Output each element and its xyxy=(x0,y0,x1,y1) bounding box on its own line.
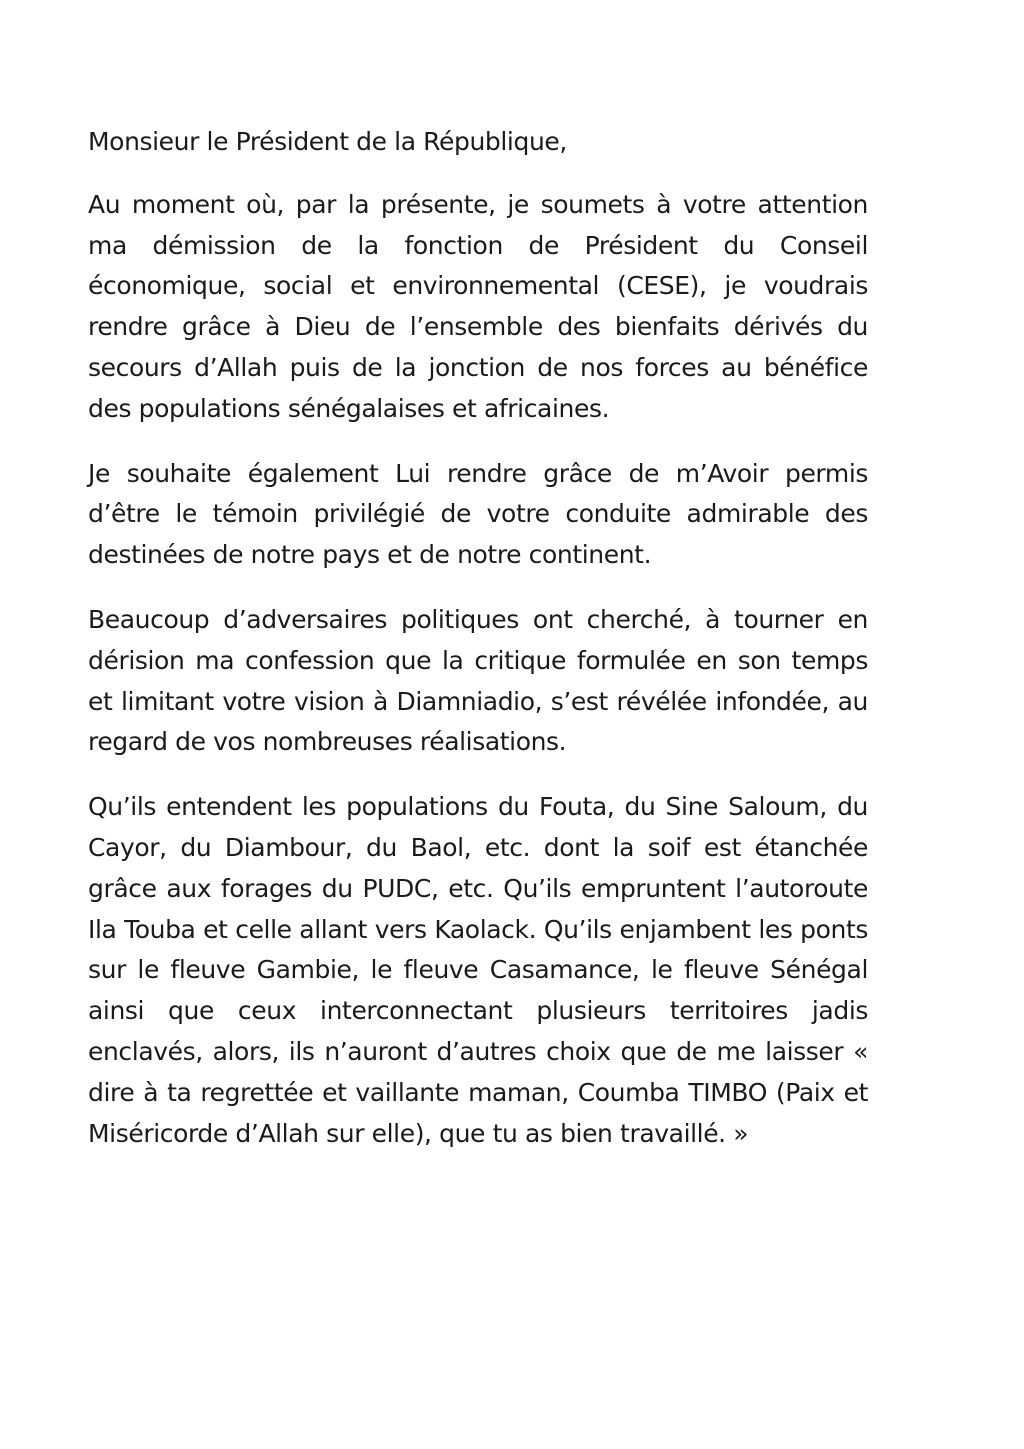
letter-body xyxy=(88,122,868,1154)
paragraph-gratitude: Je souhaite également Lui rendre grâce de m’Avoir permis d’être le témoin privilégié de votre conduite admirable des destinées de notre pays et de notre continent. xyxy=(88,458,868,570)
paragraph-resignation: Au moment où, par la présente, je soumets à votre attention ma démission de la fonction de Président du Conseil économique, social et environnemental (CESE), je voudrais rendre grâce à Dieu de l’ensemble des bienfaits dérivés du secours d’Allah puis de la jonction de nos forces au bénéfice des populations sénégalaises et africaines. xyxy=(88,189,868,423)
salutation: Monsieur le Président de la République, xyxy=(88,127,567,156)
paragraph-achievements: Qu’ils entendent les populations du Fouta, du Sine Saloum, du Cayor, du Diambour, du Baol, etc. dont la soif est étanchée grâce aux forages du PUDC, etc. Qu’ils empruntent l’autoroute Ila Touba et celle allant vers Kaolack. Qu’ils enjambent les ponts sur le fleuve Gambie, le fleuve Casamance, le fleuve Sénégal ainsi que ceux interconnectant plusieurs territoires jadis enclavés, alors, ils n’auront d’autres choix que de me laisser « dire à ta regrettée et vaillante maman, Coumba TIMBO (Paix et Miséricorde d’Allah sur elle), que tu as bien travaillé. » xyxy=(88,792,868,1148)
paragraph-critics: Beaucoup d’adversaires politiques ont cherché, à tourner en dérision ma confession que la critique formulée en son temps et limitant votre vision à Diamniadio, s’est révélée infondée, au regard de vos nombreuses réalisations. xyxy=(88,604,868,757)
